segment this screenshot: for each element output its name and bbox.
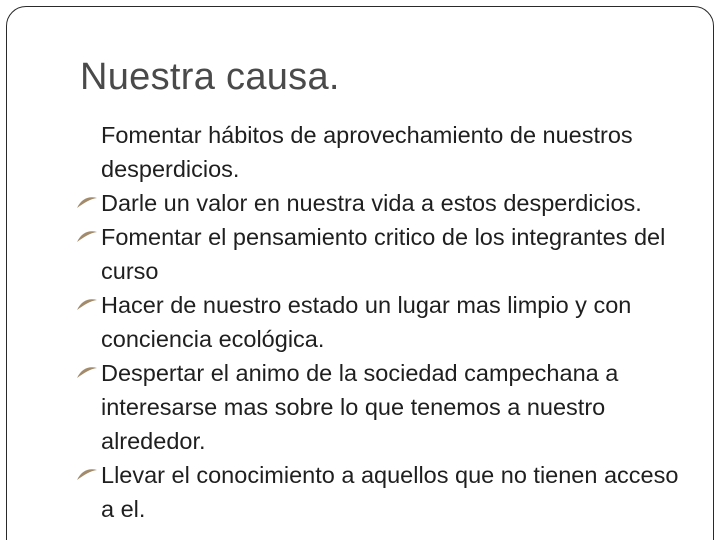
leaf-swoosh-icon <box>75 297 99 313</box>
bullet-text-6: Llevar el conocimiento a aquellos que no tienen acceso a el. <box>101 462 679 522</box>
bullet-text-2: Darle un valor en nuestra vida a estos desperdicios. <box>101 190 642 216</box>
leaf-swoosh-icon <box>75 467 99 483</box>
slide-title: Nuestra causa. <box>80 56 340 98</box>
bullet-item-3 <box>75 220 695 288</box>
bullet-text-3: Fomentar el pensamiento critico de los integrantes del curso <box>101 224 666 284</box>
bullet-item-5 <box>75 356 695 458</box>
bullet-item-6 <box>75 458 695 526</box>
bullet-text-1: Fomentar hábitos de aprovechamiento de nuestros desperdicios. <box>101 122 633 182</box>
bullet-text-5: Despertar el animo de la sociedad campechana a interesarse mas sobre lo que tenemos a nuestro alrededor. <box>101 360 619 454</box>
leaf-swoosh-icon <box>75 195 99 211</box>
leaf-swoosh-icon <box>75 365 99 381</box>
bullet-text-4: Hacer de nuestro estado un lugar mas limpio y con conciencia ecológica. <box>101 292 632 352</box>
leaf-swoosh-icon <box>75 229 99 245</box>
bullet-item-1 <box>75 118 695 186</box>
bullet-item-2 <box>75 186 695 220</box>
bullet-list <box>75 118 695 526</box>
bullet-item-4 <box>75 288 695 356</box>
